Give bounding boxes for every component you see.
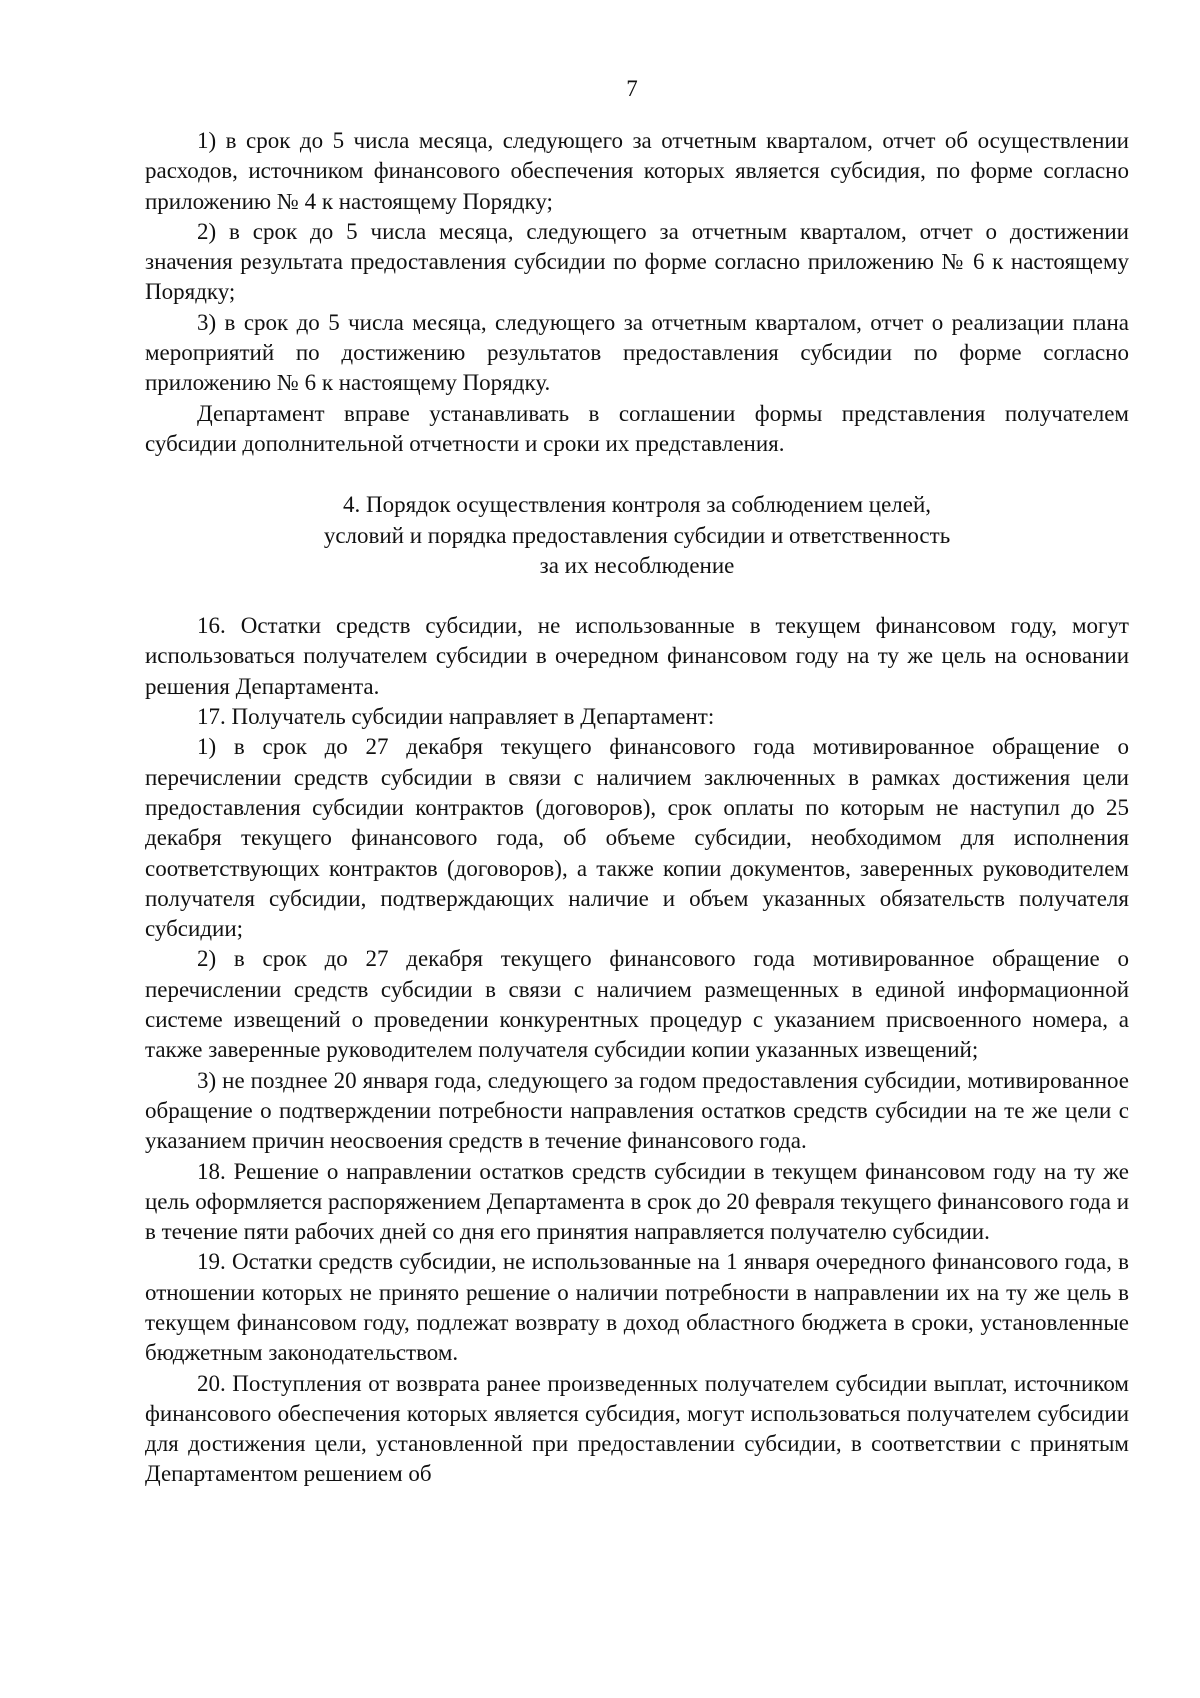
paragraph-17-item-3: 3) не позднее 20 января года, следующего за годом предоставления субсидии, мотивированное обращение о подтверждении потребности направления остатков средств субсидии на те же цели с указанием причин неосвоения средств в течение финансового года. <box>145 1067 1129 1154</box>
paragraph-20: 20. Поступления от возврата ранее произведенных получателем субсидии выплат, источником финансового обеспечения которых является субсидия, могут использоваться получателем субсидии для достижения цели, установленной при предоставлении субсидии, в соответствии с принятым Департаментом решением об <box>145 1370 1129 1487</box>
section-title <box>145 490 1129 581</box>
section-title-line-2: условий и порядка предоставления субсидии и ответственность <box>323 522 951 548</box>
paragraph-16: 16. Остатки средств субсидии, не использованные в текущем финансовом году, могут использоваться получателем субсидии в очередном финансовом году на ту же цель на основании решения Департамента. <box>145 613 1129 699</box>
section-title-line-3: за их несоблюдение <box>539 552 735 578</box>
paragraph-item-2: 2) в срок до 5 числа месяца, следующего за отчетным кварталом, отчет о достижении значения результата предоставления субсидии по форме согласно приложению № 6 к настоящему Порядку; <box>145 218 1129 305</box>
paragraph-item-3: 3) в срок до 5 числа месяца, следующего за отчетным кварталом, отчет о реализации плана мероприятий по достижению результатов предоставления субсидии по форме согласно приложению № 6 к настоящему Порядку. <box>145 309 1129 396</box>
paragraph-19: 19. Остатки средств субсидии, не использованные на 1 января очередного финансового года, в отношении которых не принято решение о наличии потребности в направлении их на ту же цель в текущем финансовом году, подлежат возврату в доход областного бюджета в сроки, установленные бюджетным законодательством. <box>145 1249 1129 1366</box>
document-body <box>145 126 1129 1490</box>
page-number: 7 <box>626 76 638 101</box>
paragraph-item-1: 1) в срок до 5 числа месяца, следующего за отчетным кварталом, отчет об осуществлении расходов, источником финансового обеспечения которых является субсидия, по форме согласно приложению № 4 к настоящему Порядку; <box>145 128 1129 214</box>
paragraph-17: 17. Получатель субсидии направляет в Департамент: <box>197 704 715 730</box>
section-title-line-1: 4. Порядок осуществления контроля за соблюдением целей, <box>342 492 932 518</box>
paragraph-17-item-2: 2) в срок до 27 декабря текущего финансового года мотивированное обращение о перечислении средств субсидии в связи с наличием размещенных в единой информационной системе извещений о проведении конкурентных процедур с указанием присвоенного номера, а также заверенные руководителем получателя субсидии копии указанных извещений; <box>145 946 1129 1063</box>
paragraph-18: 18. Решение о направлении остатков средств субсидии в текущем финансовом году на ту же цель оформляется распоряжением Департамента в срок до 20 февраля текущего финансового года и в течение пяти рабочих дней со дня его принятия направляется получателю субсидии. <box>145 1158 1130 1245</box>
paragraph-17-item-1: 1) в срок до 27 декабря текущего финансового года мотивированное обращение о перечислении средств субсидии в связи с наличием заключенных в рамках достижения цели предоставления субсидии контрактов (договоров), срок оплаты по которым не наступил до 25 декабря текущего финансового года, об объеме субсидии, необходимом для исполнения соответствующих контрактов (договоров), а также копии документов, заверенных руководителем получателя субсидии, подтверждающих наличие и объем указанных обязательств получателя субсидии; <box>145 734 1129 942</box>
paragraph-department-rights: Департамент вправе устанавливать в соглашении формы представления получателем субсидии дополнительной отчетности и сроки их представления. <box>145 400 1129 456</box>
